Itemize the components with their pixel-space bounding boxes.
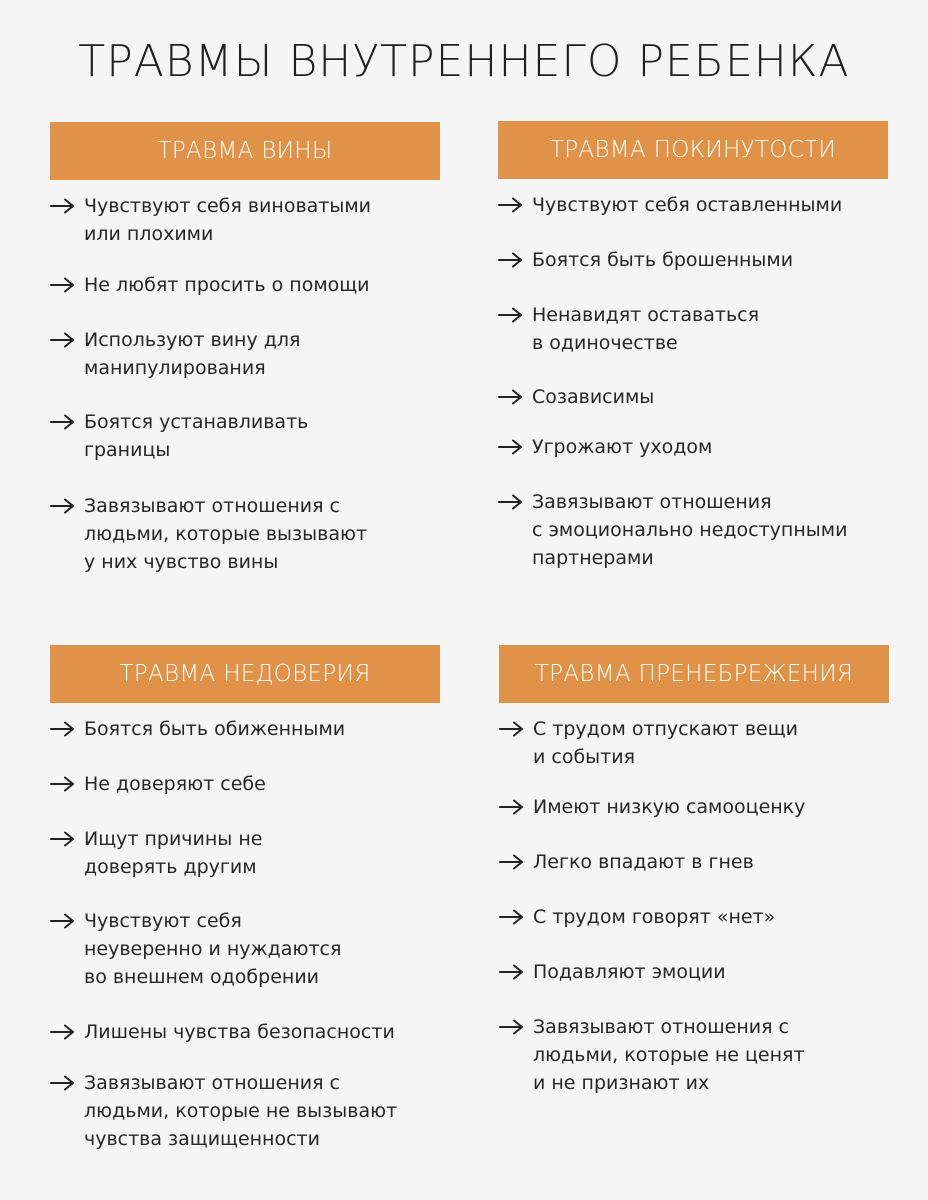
list-item	[499, 903, 889, 931]
list-item-text: Завязывают отношения с людьми, которые вызывают у них чувство вины	[84, 495, 368, 573]
list-item	[498, 301, 888, 357]
section-header: ТРАВМА ПРЕНЕБРЕЖЕНИЯ	[499, 645, 889, 703]
arrow-right-icon	[50, 907, 84, 935]
arrow-right-icon	[499, 903, 533, 931]
list-item-text: С трудом говорят «нет»	[533, 906, 776, 928]
list-item-text: Боятся устанавливать границы	[84, 411, 309, 461]
list-item-text: Созависимы	[532, 386, 655, 408]
list-item-text: Не доверяют себе	[84, 773, 266, 795]
arrow-right-icon	[498, 301, 532, 329]
section-abandonment-trauma	[498, 121, 888, 569]
list-item	[499, 715, 889, 771]
list-item-text: Завязывают отношения с эмоционально недоступными партнерами	[532, 491, 848, 569]
list-item	[498, 246, 888, 274]
section-header: ТРАВМА ПОКИНУТОСТИ	[498, 121, 888, 179]
list-item	[499, 1013, 889, 1097]
arrow-right-icon	[50, 492, 84, 520]
arrow-right-icon	[499, 1013, 533, 1041]
list-item-text: Имеют низкую самооценку	[533, 796, 806, 818]
list-item	[50, 907, 440, 991]
list-item	[499, 848, 889, 876]
list-item-text: Чувствуют себя неуверенно и нуждаются во внешнем одобрении	[84, 910, 342, 988]
section-guilt-trauma	[50, 122, 440, 573]
list-item-text: Ненавидят оставаться в одиночестве	[532, 304, 760, 354]
arrow-right-icon	[50, 192, 84, 220]
section-neglect-trauma	[499, 645, 889, 1094]
arrow-right-icon	[50, 715, 84, 743]
arrow-right-icon	[498, 191, 532, 219]
list-item	[498, 383, 888, 411]
list-item	[50, 825, 440, 881]
list-item-text: С трудом отпускают вещи и события	[533, 718, 798, 768]
arrow-right-icon	[499, 848, 533, 876]
list-item-text: Завязывают отношения с людьми, которые не ценят и не признают их	[533, 1016, 805, 1094]
list-item	[50, 408, 440, 464]
arrow-right-icon	[498, 433, 532, 461]
arrow-right-icon	[50, 271, 84, 299]
page-title: ТРАВМЫ ВНУТРЕННЕГО РЕБЕНКА	[78, 36, 850, 87]
list-item-text: Чувствуют себя оставленными	[532, 194, 843, 216]
list-item-text: Используют вину для манипулирования	[84, 329, 301, 379]
arrow-right-icon	[498, 246, 532, 274]
list-item-text: Не любят просить о помощи	[84, 274, 370, 296]
arrow-right-icon	[498, 488, 532, 516]
arrow-right-icon	[50, 408, 84, 436]
list-item	[50, 1018, 440, 1046]
list-item-text: Боятся быть брошенными	[532, 249, 794, 271]
arrow-right-icon	[499, 958, 533, 986]
list-item	[498, 433, 888, 461]
list-item	[50, 326, 440, 382]
list-item	[50, 492, 440, 576]
arrow-right-icon	[50, 770, 84, 798]
list-item	[499, 793, 889, 821]
list-item-text: Угрожают уходом	[532, 436, 713, 458]
list-item	[50, 271, 440, 299]
list-item-text: Лишены чувства безопасности	[84, 1021, 395, 1043]
list-item-text: Подавляют эмоции	[533, 961, 726, 983]
arrow-right-icon	[50, 825, 84, 853]
list-item	[50, 1069, 440, 1153]
section-header: ТРАВМА НЕДОВЕРИЯ	[50, 645, 440, 703]
arrow-right-icon	[499, 793, 533, 821]
list-item-text: Легко впадают в гнев	[533, 851, 754, 873]
list-item	[50, 715, 440, 743]
arrow-right-icon	[498, 383, 532, 411]
list-item-text: Чувствуют себя виноватыми или плохими	[84, 195, 372, 245]
arrow-right-icon	[499, 715, 533, 743]
section-distrust-trauma	[50, 645, 440, 1150]
list-item	[499, 958, 889, 986]
list-item-text: Боятся быть обиженными	[84, 718, 346, 740]
list-item	[498, 191, 888, 219]
list-item	[50, 192, 440, 248]
section-header: ТРАВМА ВИНЫ	[50, 122, 440, 180]
list-item	[498, 488, 888, 572]
arrow-right-icon	[50, 1069, 84, 1097]
list-item-text: Ищут причины не доверять другим	[84, 828, 263, 878]
list-item-text: Завязывают отношения с людьми, которые не вызывают чувства защищенности	[84, 1072, 398, 1150]
arrow-right-icon	[50, 1018, 84, 1046]
list-item	[50, 770, 440, 798]
arrow-right-icon	[50, 326, 84, 354]
